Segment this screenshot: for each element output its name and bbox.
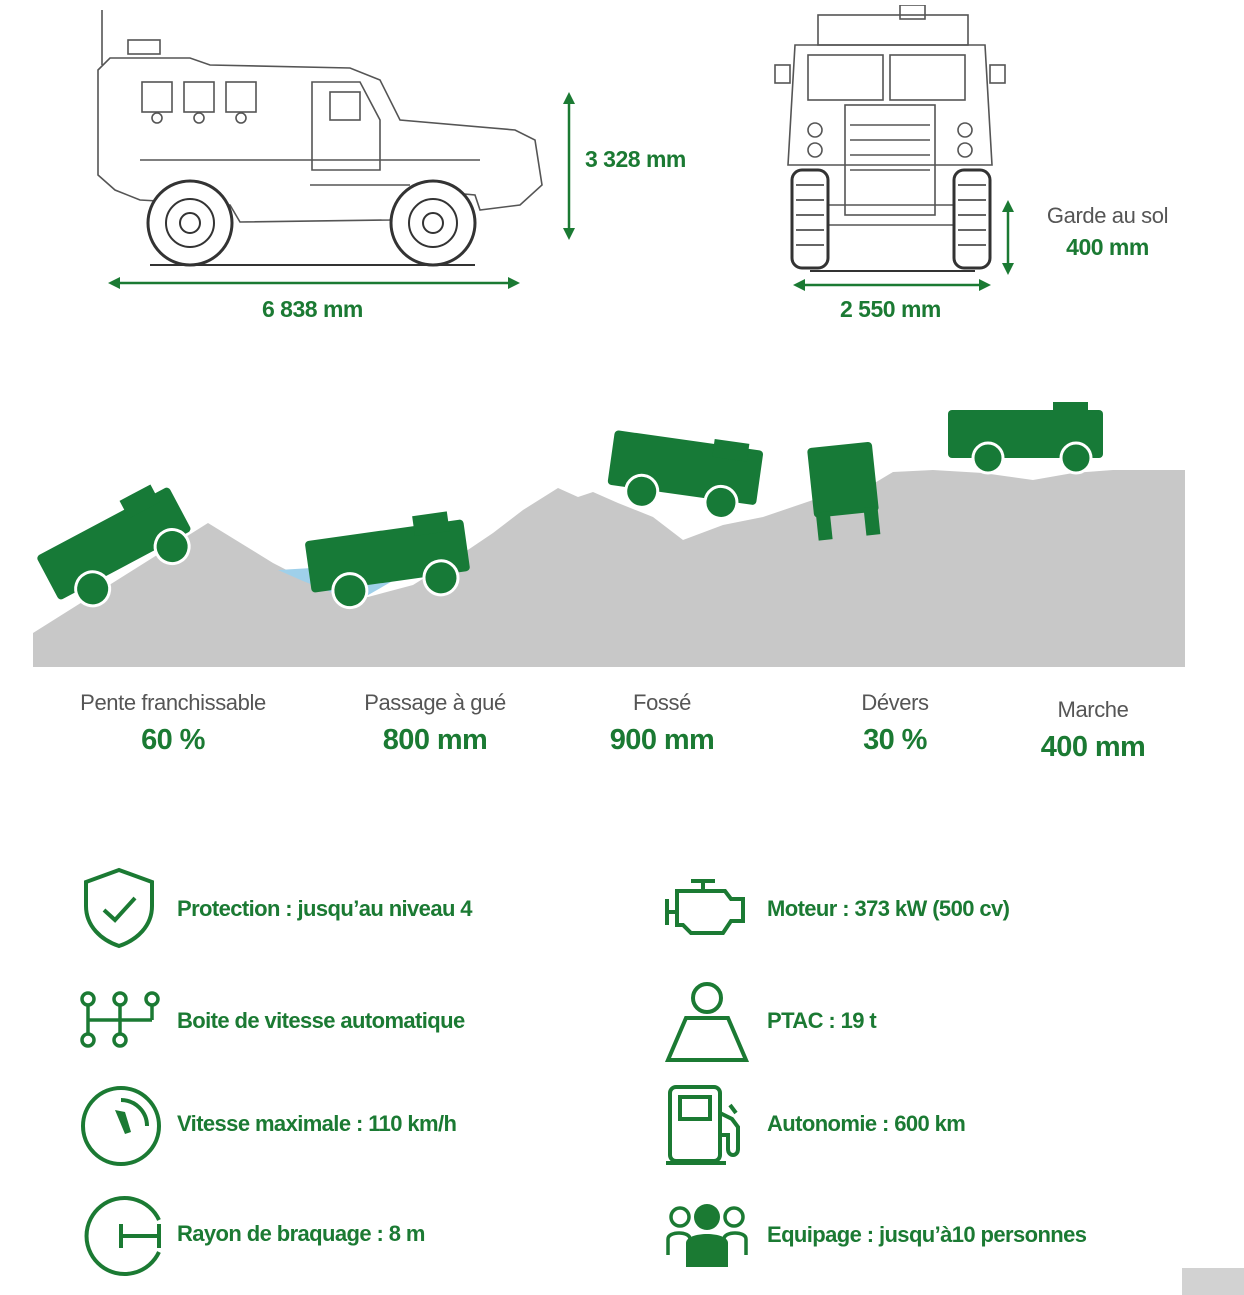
- ground-clearance-arrow: [997, 200, 1019, 275]
- obstacle-label-slope: Pente franchissable: [80, 690, 266, 715]
- corner-tab: [1182, 1268, 1244, 1295]
- obstacle-value-slope: 60 %: [141, 724, 205, 756]
- obstacle-label-tilt: Dévers: [861, 690, 929, 715]
- height-arrow: [558, 92, 580, 240]
- obstacle-value-tilt: 30 %: [863, 724, 927, 756]
- terrain-ground: [33, 470, 1185, 667]
- vehicle-front-view: [770, 5, 1010, 275]
- height-dimension: 3 328 mm: [585, 146, 686, 172]
- shield-check-icon: [82, 866, 156, 950]
- width-arrow: [793, 275, 991, 295]
- engine-icon: [663, 877, 749, 939]
- spec-turning-radius: Rayon de braquage : 8 m: [177, 1221, 425, 1246]
- weight-icon: [664, 980, 750, 1064]
- turning-radius-icon: [79, 1194, 167, 1278]
- width-dimension: 2 550 mm: [840, 296, 941, 322]
- crew-icon: [664, 1203, 750, 1269]
- spec-range: Autonomie : 600 km: [767, 1111, 966, 1136]
- terrain-profile: [33, 385, 1185, 667]
- spec-max-speed: Vitesse maximale : 110 km/h: [177, 1111, 457, 1136]
- length-dimension: 6 838 mm: [262, 296, 363, 322]
- length-arrow: [108, 273, 520, 293]
- obstacle-label-ford: Passage à gué: [364, 690, 506, 715]
- ground-clearance-label: Garde au sol: [1046, 203, 1169, 228]
- obstacle-value-step: 400 mm: [1040, 731, 1146, 763]
- obstacle-value-ditch: 900 mm: [609, 724, 715, 756]
- vehicle-step: [948, 402, 1103, 473]
- fuel-pump-icon: [666, 1083, 750, 1167]
- spec-weight: PTAC : 19 t: [767, 1008, 877, 1033]
- ground-clearance-value: 400 mm: [1066, 234, 1149, 260]
- spec-engine: Moteur : 373 kW (500 cv): [767, 896, 1010, 921]
- gearbox-icon: [78, 990, 162, 1050]
- spec-protection: Protection : jusqu’au niveau 4: [177, 896, 472, 921]
- obstacle-label-ditch: Fossé: [633, 690, 691, 715]
- spec-crew: Equipage : jusqu’à10 personnes: [767, 1222, 1087, 1247]
- obstacle-value-ford: 800 mm: [382, 724, 488, 756]
- spec-gearbox: Boite de vitesse automatique: [177, 1008, 465, 1033]
- vehicle-side-view: [80, 10, 550, 275]
- speedometer-icon: [79, 1084, 163, 1168]
- obstacle-label-step: Marche: [1057, 697, 1129, 722]
